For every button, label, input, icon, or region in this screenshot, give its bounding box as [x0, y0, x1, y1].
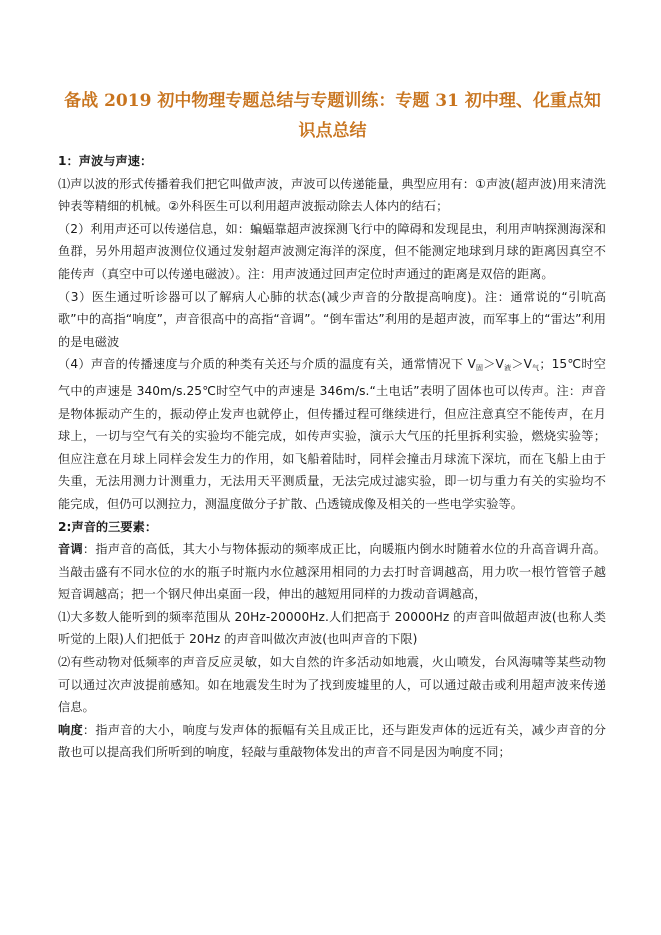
speed-text-b: ；15℃时空气中的声速是 340m/s.25℃时空气中的声速是 346m/s.“土电话”表明了固体也可以传声。注：声音是物体振动产生的，振动停止发声也就停止，但传播过程可继续进行，但应注意真空不能传声，在月球上，一切与空气有关的实验均不能完成，如传声实验，演示大气压的托里拆利实验，燃烧实验等；但应注意在月球上同样会发生力的作用，如飞船着陆时，同样会撞击月球流下深坑，而在飞船上由于失重，无法用测力计测重力，无法用天平测质量，无法完成过滤实验，即一切与重力有关的实验均不能完成，但仍可以测拉力，测温度做分子扩散、凸透镜成像及相关的一些电学实验等。 — [58, 357, 606, 511]
section-heading-sound-waves: 1：声波与声速： — [58, 154, 153, 168]
tone-label: 音调 — [58, 542, 83, 557]
greater-than-1: ＞V — [483, 357, 504, 372]
paragraph-sound-information: （2）利用声还可以传递信息，如：蝙蝠靠超声波探测飞行中的障碍和发现昆虫，利用声呐探测海深和鱼群，另外用超声波测位仪通过发射超声波测定海洋的深度，但不能测定地球到月球的距离因真空不能传声（真空中可以传递电磁波）。注：用声波通过回声定位时声通过的距离是双倍的距离。 — [58, 221, 606, 281]
document-body — [58, 150, 606, 764]
subscript-solid: 固 — [475, 364, 484, 373]
section-heading-three-elements: 2:声音的三要素： — [58, 519, 158, 534]
paragraph-hearing-range: ⑴大多数人能听到的频率范围从 20Hz-20000Hz.人们把高于 20000Hz 的声音叫做超声波(也称人类听觉的上限)人们把低于 20Hz 的声音叫做次声波(也叫声音的下限) — [58, 609, 606, 647]
tone-text: ：指声音的高低，其大小与物体振动的频率成正比，向暖瓶内倒水时随着水位的升高音调升高。当敲击盛有不同水位的水的瓶子时瓶内水位越深用相同的力去打时音调越高，用力吹一根竹管管子越短音调越高；把一个钢尺伸出桌面一段，伸出的越短用同样的力拨动音调越高， — [58, 542, 606, 602]
subscript-liquid: 液 — [503, 364, 512, 373]
speed-text-a: （4）声音的传播速度与介质的种类有关还与介质的温度有关，通常情况下 V — [58, 357, 476, 372]
paragraph-infrasound: ⑵有些动物对低频率的声音反应灵敏，如大自然的许多活动如地震，火山喷发，台风海啸等某些动物可以通过次声波提前感知。如在地震发生时为了找到废墟里的人，可以通过敲击或利用超声波来传递信息。 — [58, 655, 606, 715]
loudness-text: ：指声音的大小，响度与发声体的振幅有关且成正比，还与距发声体的远近有关，减少声音的分散也可以提高我们所听到的响度，轻敲与重敲物体发出的声音不同是因为响度不同； — [58, 722, 606, 760]
document-title: 备战 2019 初中物理专题总结与专题训练：专题 31 初中理、化重点知识点总结 — [64, 91, 601, 141]
paragraph-loudness — [58, 719, 606, 764]
paragraph-sound-speed — [58, 353, 606, 515]
greater-than-2: ＞V — [511, 357, 532, 372]
paragraph-tone — [58, 538, 606, 606]
subscript-gas: 气 — [531, 364, 540, 373]
paragraph-sound-energy: ⑴声以波的形式传播着我们把它叫做声波，声波可以传递能量，典型应用有：①声波(超声波)用来清洗钟表等精细的机械。②外科医生可以利用超声波振动除去人体内的结石； — [58, 176, 606, 214]
paragraph-stethoscope: （3）医生通过听诊器可以了解病人心肺的状态(减少声音的分散提高响度)。注：通常说的“引吭高歌”中的高指“响度”，声音很高中的高指“音调”。“倒车雷达”利用的是超声波，而军事上的“雷达”利用的是电磁波 — [58, 289, 606, 349]
loudness-label: 响度 — [58, 722, 83, 737]
